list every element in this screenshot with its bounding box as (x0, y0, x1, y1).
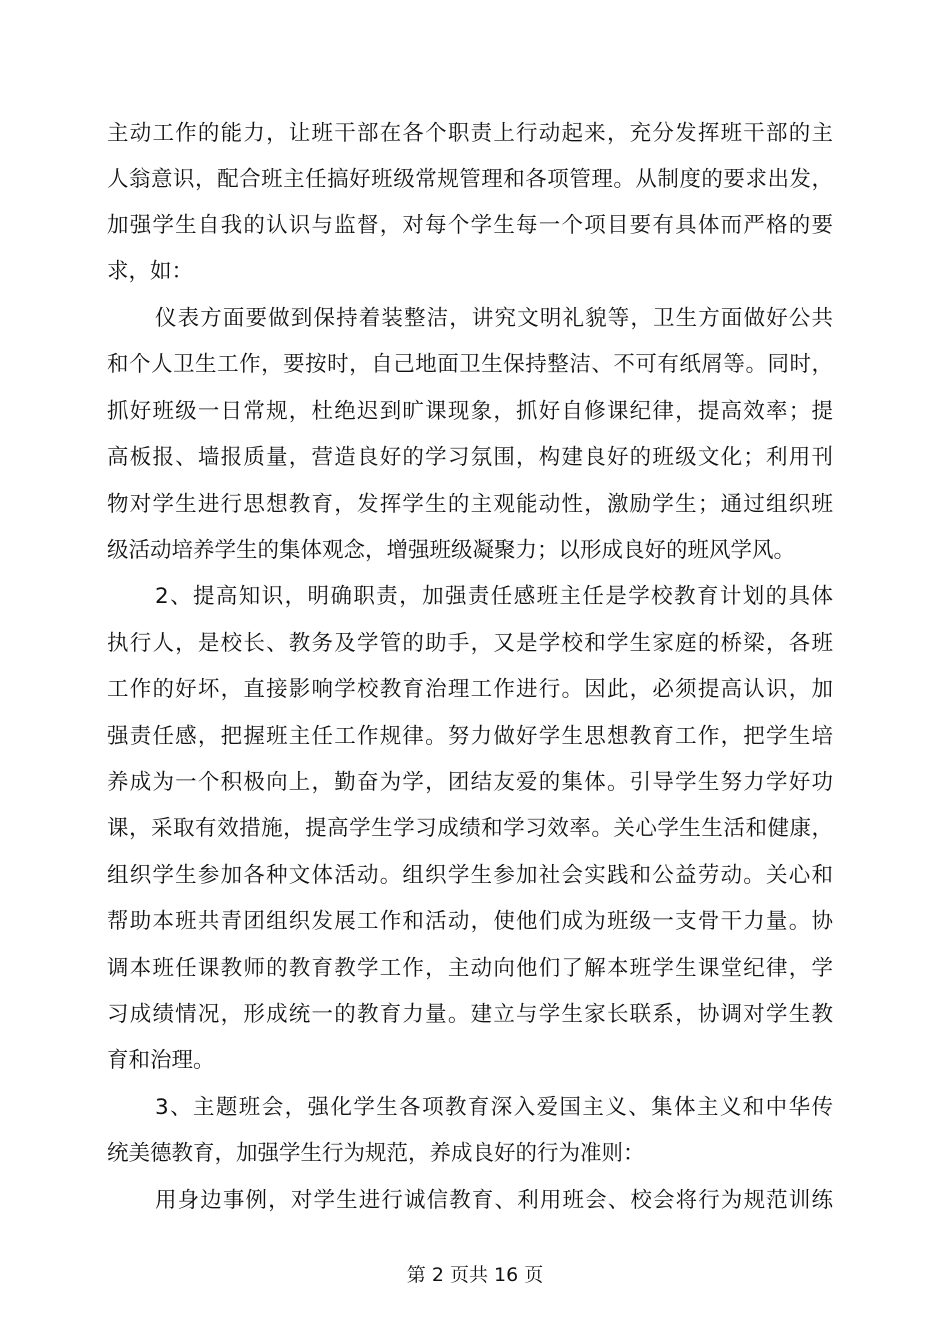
text-line: 工作的好坏，直接影响学校教育治理工作进行。因此，必须提高认识，加 (107, 677, 833, 702)
text-line: 求，如： (107, 259, 194, 284)
text-line: 人翁意识，配合班主任搞好班级常规管理和各项管理。从制度的要求出发， (107, 167, 833, 192)
text-line: 习成绩情况，形成统一的教育力量。建立与学生家长联系，协调对学生教 (107, 1002, 833, 1027)
text-line: 用身边事例，对学生进行诚信教育、利用班会、校会将行为规范训练 (155, 1188, 833, 1213)
text-line: 主动工作的能力，让班干部在各个职责上行动起来，充分发挥班干部的主 (107, 121, 833, 146)
text-line: 养成为一个积极向上，勤奋为学，团结友爱的集体。引导学生努力学好功 (107, 770, 833, 795)
text-line: 统美德教育，加强学生行为规范，养成良好的行为准则： (107, 1141, 645, 1166)
text-line: 级活动培养学生的集体观念，增强班级凝聚力；以形成良好的班风学风。 (107, 538, 796, 563)
text-line: 执行人，是校长、教务及学管的助手，又是学校和学生家庭的桥梁，各班 (107, 631, 833, 656)
text-line: 抓好班级一日常规，杜绝迟到旷课现象，抓好自修课纪律，提高效率；提 (107, 399, 833, 424)
text-line: 帮助本班共青团组织发展工作和活动，使他们成为班级一支骨干力量。协 (107, 909, 833, 934)
text-line: 强责任感，把握班主任工作规律。努力做好学生思想教育工作，把学生培 (107, 724, 833, 749)
text-line: 3、主题班会，强化学生各项教育深入爱国主义、集体主义和中华传 (155, 1095, 833, 1120)
text-line: 仪表方面要做到保持着装整洁，讲究文明礼貌等，卫生方面做好公共 (155, 306, 833, 331)
text-line: 和个人卫生工作，要按时，自己地面卫生保持整洁、不可有纸屑等。同时， (107, 352, 833, 377)
text-line: 组织学生参加各种文体活动。组织学生参加社会实践和公益劳动。关心和 (107, 863, 833, 888)
text-line: 物对学生进行思想教育，发挥学生的主观能动性，激励学生；通过组织班 (107, 492, 833, 517)
text-line: 调本班任课教师的教育教学工作，主动向他们了解本班学生课堂纪律，学 (107, 956, 833, 981)
text-line: 2、提高知识，明确职责，加强责任感班主任是学校教育计划的具体 (155, 584, 833, 609)
text-line: 育和治理。 (107, 1048, 215, 1073)
text-line: 加强学生自我的认识与监督，对每个学生每一个项目要有具体而严格的要 (107, 213, 833, 238)
text-line: 高板报、墙报质量，营造良好的学习氛围，构建良好的班级文化；利用刊 (107, 445, 833, 470)
page-number-footer: 第 2 页共 16 页 (406, 1264, 544, 1286)
text-line: 课，采取有效措施，提高学生学习成绩和学习效率。关心学生生活和健康， (107, 816, 833, 841)
